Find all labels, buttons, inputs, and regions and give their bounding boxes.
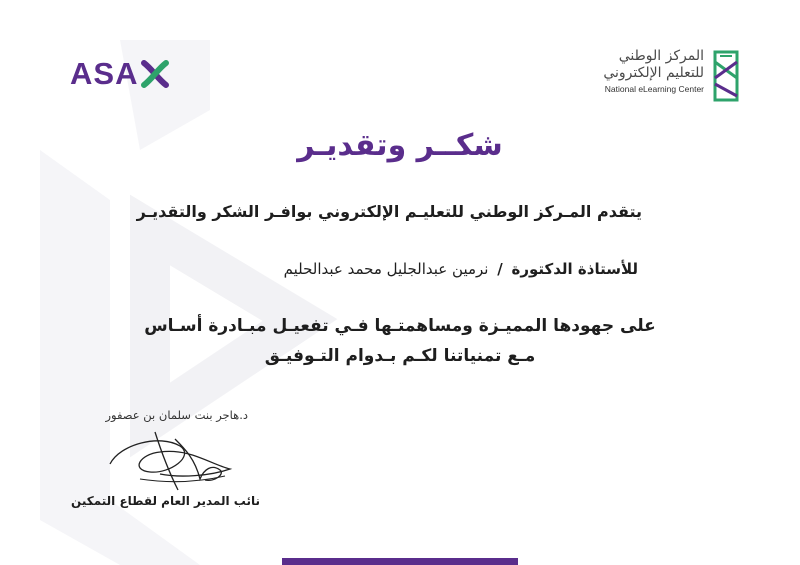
recipient-line [284,260,638,278]
asa-logo-text: ASA [70,56,139,91]
nelc-emblem-icon [712,48,740,104]
certificate-body-line2: مـع تمنياتنا لكـم بـدوام التـوفيـق [264,346,536,366]
nelc-english-name: National eLearning Center [604,84,704,94]
certificate-body-line1: على جهودها المميـزة ومساهمتـها فـي تفعيـل مبـادرة أسـاس [144,316,656,336]
handwritten-signature [100,424,240,494]
nelc-arabic-line1: المركز الوطني [618,48,704,64]
nelc-logo-text [603,48,704,94]
asa-ribbon-icon [140,59,170,89]
nelc-arabic-line2: للتعليم الإلكتروني [603,65,704,81]
certificate-title: شكــر وتقديـر [297,128,503,163]
recipient-label: للأستاذة الدكتورة [511,260,638,278]
recipient-name: نرمين عبدالجليل محمد عبدالحليم [283,260,489,278]
asa-logo [70,52,170,96]
bottom-accent-bar [282,558,518,565]
nelc-logo [603,48,740,104]
signer-position: نائب المدير العام لقطاع التمكين [71,494,260,508]
signer-name: د.هاجر بنت سلمان بن عصفور [105,408,248,422]
certificate-intro: يتقدم المـركز الوطني للتعليـم الإلكتروني بوافـر الشكر والتقديـر [136,202,642,221]
recipient-separator: / [497,260,503,278]
